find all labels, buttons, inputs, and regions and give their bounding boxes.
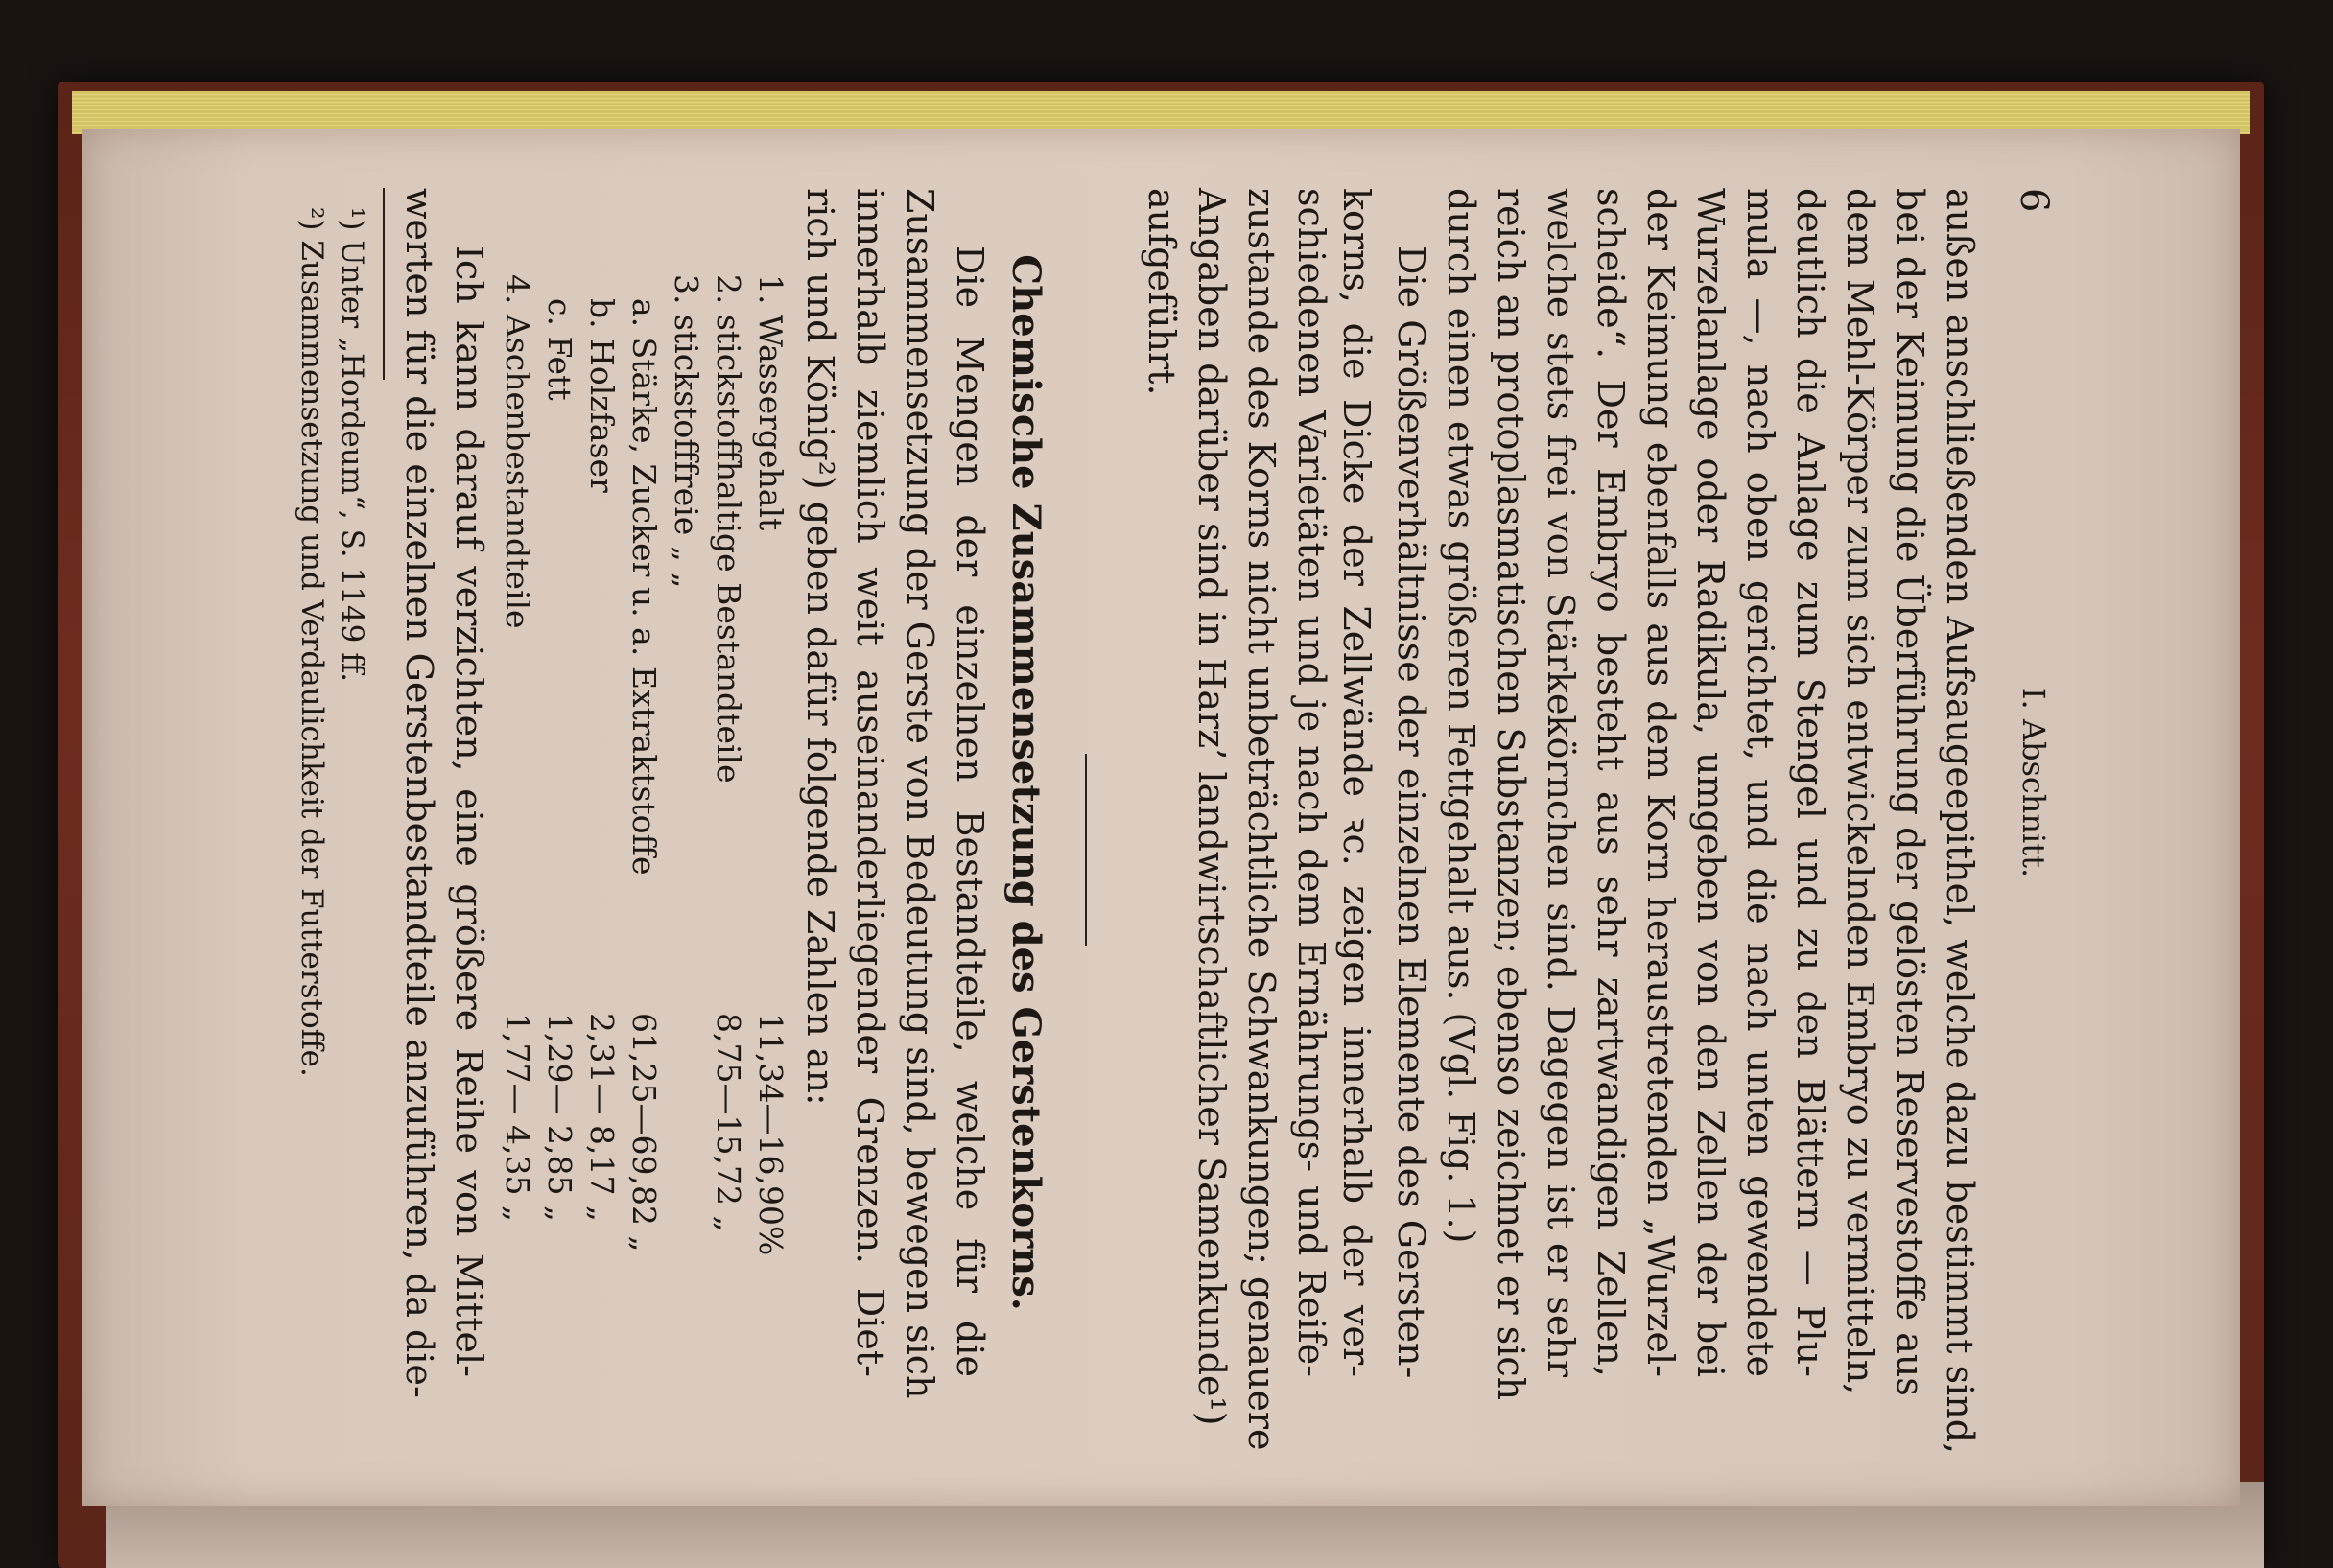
composition-label: c. Fett xyxy=(541,298,578,401)
text-line: Die Mengen der einzelnen Bestandteile, welche für die xyxy=(949,246,991,1377)
composition-label: 4. Aschenbestandteile xyxy=(499,274,536,629)
text-line: durch einen etwas größeren Fettgehalt aus. (Vgl. Fig. 1.) xyxy=(1440,188,1482,1244)
composition-row xyxy=(747,188,789,1377)
composition-label: 2. stickstoffhaltige Bestandteile xyxy=(710,274,747,784)
text-line: Ich kann darauf verzichten, eine größere Reihe von Mittel- xyxy=(448,246,490,1377)
composition-label: 3. stickstofffreie „ „ xyxy=(668,274,705,589)
composition-row xyxy=(621,188,663,1377)
composition-row xyxy=(663,188,705,1377)
text-line: aufgeführt. xyxy=(1141,188,1183,396)
text-line: schiedenen Varietäten und je nach dem Ernährungs- und Reife- xyxy=(1290,188,1332,1377)
text-line: innerhalb ziemlich weit auseinanderliegender Grenzen. Diet- xyxy=(849,188,891,1377)
composition-row xyxy=(536,188,578,1377)
composition-row xyxy=(578,188,621,1377)
text-line: Zusammensetzung der Gerste von Bedeutung sind, bewegen sich xyxy=(899,188,941,1399)
composition-value: 1,77— 4,35 „ xyxy=(499,1013,536,1223)
text-line: Angaben darüber sind in Harz’ landwirtschaftlicher Samenkunde¹) xyxy=(1190,188,1233,1426)
text-line: außen anschließenden Aufsaugeepithel, welche dazu bestimmt sind, xyxy=(1939,188,1981,1455)
composition-label: b. Holzfaser xyxy=(583,298,621,493)
text-line: scheide“. Der Embryo besteht aus sehr zartwandigen Zellen, xyxy=(1590,188,1632,1377)
composition-label: a. Stärke, Zucker u. a. Extraktstoffe xyxy=(625,298,663,876)
page-text-block xyxy=(271,150,2056,1455)
composition-value: 2,31— 8,17 „ xyxy=(583,1013,621,1223)
footnote-rule xyxy=(383,188,385,380)
gilt-page-edge xyxy=(72,91,2250,134)
composition-value: 61,25—69,82 „ xyxy=(625,1013,663,1252)
section-heading: Chemische Zusammensetzung des Gerstenkorns. xyxy=(1003,254,1049,1311)
composition-row xyxy=(494,188,536,1377)
text-line: zustande des Korns nicht unbeträchtliche Schwankungen; genauere xyxy=(1240,188,1283,1451)
text-line: Die Größenverhältnisse der einzelnen Elemente des Gersten- xyxy=(1390,246,1432,1379)
text-line: mula —, nach oben gerichtet, und die nach unten gewendete xyxy=(1739,188,1781,1377)
composition-label: 1. Wassergehalt xyxy=(752,274,789,531)
running-head: I. Abschnitt. xyxy=(2015,687,2052,878)
page-number: 6 xyxy=(2012,188,2056,213)
composition-row xyxy=(705,188,747,1377)
text-line: dem Mehl-Körper zum sich entwickelnden Embryo zu vermitteln, xyxy=(1839,188,1881,1395)
text-line: Wurzelanlage oder Radikula, umgeben von den Zellen der bei xyxy=(1689,188,1732,1377)
composition-value: 11,34—16,90% xyxy=(752,1013,789,1256)
text-line: welche stets frei von Stärkekörnchen sind. Dagegen ist er sehr xyxy=(1540,188,1582,1377)
footnote: ²) Zusammensetzung und Verdaulichkeit der Futterstoffe. xyxy=(295,207,329,1077)
text-line: reich an protoplasmatischen Substanzen; ebenso zeichnet er sich xyxy=(1490,188,1532,1401)
text-line: deutlich die Anlage zum Stengel und zu den Blättern — Plu- xyxy=(1789,188,1831,1377)
composition-value: 1,29— 2,85 „ xyxy=(541,1013,578,1223)
section-separator xyxy=(1085,754,1087,946)
text-line: korns, die Dicke der Zellwände ꝛc. zeigen innerhalb der ver- xyxy=(1335,188,1378,1377)
text-line: rich und König²) geben dafür folgende Zahlen an: xyxy=(799,188,841,1106)
footnote: ¹) Unter „Hordeum“, S. 1149 ff. xyxy=(335,207,369,682)
text-line: bei der Keimung die Überführung der gelösten Reservestoffe aus xyxy=(1889,188,1931,1396)
page-header xyxy=(1998,188,2056,1377)
composition-value: 8,75—15,72 „ xyxy=(710,1013,747,1232)
text-line: der Keimung ebenfalls aus dem Korn heraustretenden „Wurzel- xyxy=(1639,188,1682,1377)
text-line: werten für die einzelnen Gerstenbestandteile anzuführen, da die- xyxy=(398,188,440,1398)
